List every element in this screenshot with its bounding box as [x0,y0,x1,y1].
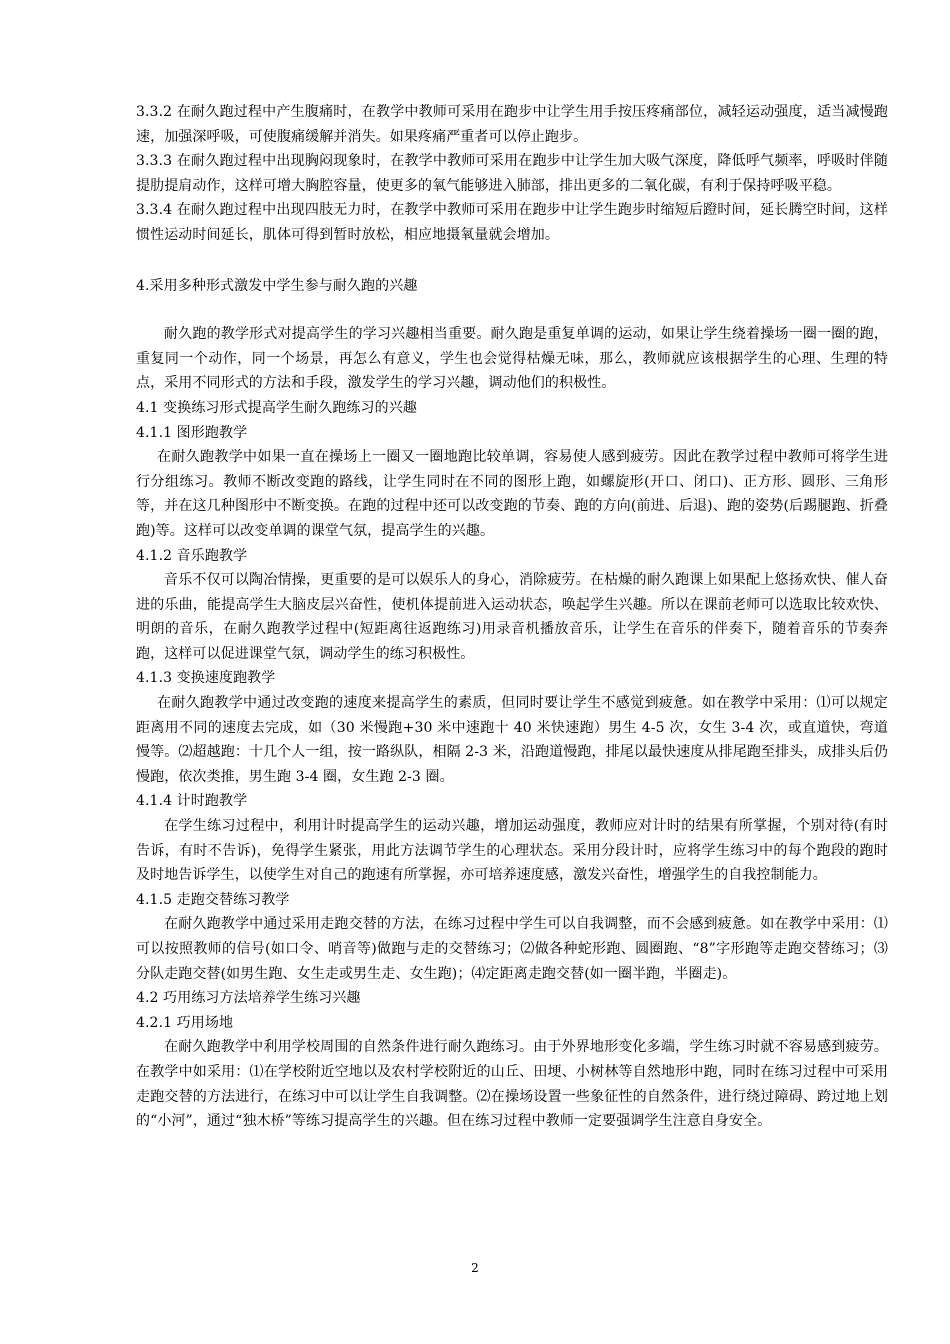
spacer [136,298,888,322]
paragraph-4-1-2: 音乐不仅可以陶冶情操，更重要的是可以娱乐人的身心，消除疲劳。在枯燥的耐久跑课上如果配上悠扬欢快、催人奋进的乐曲，能提高学生大脑皮层兴奋性，使机体提前进入运动状态，唤起学生兴趣。所以在课前老师可以选取比较欢快、明朗的音乐，在耐久跑教学过程中(短距离往返跑练习)用录音机播放音乐，让学生在音乐的伴奏下，随着音乐的节奏奔跑，这样可以促进课堂气氛，调动学生的练习积极性。 [136,572,888,662]
paragraph-3-3-2: 3.3.2 在耐久跑过程中产生腹痛时，在教学中教师可采用在跑步中让学生用手按压疼痛部位，减轻运动强度，适当减慢跑速，加强深呼吸，可使腹痛缓解并消失。如果疼痛严重者可以停止跑步。 [136,104,888,145]
document-body [136,100,888,1134]
subheading-4-2-1: 4.2.1 巧用场地 [136,1014,234,1031]
section-heading-4: 4.采用多种形式激发中学生参与耐久跑的兴趣 [136,277,418,294]
paragraph-3-3-3: 3.3.3 在耐久跑过程中出现胸闷现象时，在教学中教师可采用在跑步中让学生加大吸气深度，降低呼气频率，呼吸时伴随提肋提肩动作，这样可增大胸腔容量，使更多的氧气能够进入肺部，排出更多的二氧化碳，有利于保持呼吸平稳。 [136,153,888,194]
page-number: 2 [471,1261,479,1275]
subheading-4-1-2: 4.1.2 音乐跑教学 [136,547,248,564]
subheading-4-1-1: 4.1.1 图形跑教学 [136,424,248,441]
subheading-4-2: 4.2 巧用练习方法培养学生练习兴趣 [136,990,361,1007]
paragraph-4-2-1: 在耐久跑教学中利用学校周围的自然条件进行耐久跑练习。由于外界地形变化多端，学生练习时就不容易感到疲劳。在教学中如采用：⑴在学校附近空地以及农村学校附近的山丘、田埂、小树林等自然地形中跑，同时在练习过程中可采用走跑交替的方法进行，在练习中可以让学生自我调整。⑵在操场设置一些象征性的自然条件，进行绕过障碍、跨过地上划的“小河”，通过“独木桥”等练习提高学生的兴趣。但在练习过程中教师一定要强调学生注意自身安全。 [136,1039,888,1130]
subheading-4-1-3: 4.1.3 变换速度跑教学 [136,670,276,687]
paragraph-4-1-1: 在耐久跑教学中如果一直在操场上一圈又一圈地跑比较单调，容易使人感到疲劳。因此在教学过程中教师可将学生进行分组练习。教师不断改变跑的路线，让学生同时在不同的图形上跑，如螺旋形(开口、闭口)、正方形、圆形、三角形等，并在这几种图形中不断变换。在跑的过程中还可以改变跑的节奏、跑的方向(前进、后退)、跑的姿势(后踢腿跑、折叠跑)等。这样可以改变单调的课堂气氛，提高学生的兴趣。 [136,449,888,539]
subheading-4-1-5: 4.1.5 走跑交替练习教学 [136,891,290,908]
spacer [136,248,888,274]
subheading-4-1-4: 4.1.4 计时跑教学 [136,793,248,810]
subheading-4-1: 4.1 变换练习形式提高学生耐久跑练习的兴趣 [136,399,417,416]
paragraph-4-1-3: 在耐久跑教学中通过改变跑的速度来提高学生的素质，但同时要让学生不感觉到疲惫。如在教学中采用：⑴可以规定距离用不同的速度去完成，如（30 米慢跑+30 米中速跑十 40 米快速跑）男生 4-5 次，女生 3-4 次，或直道快，弯道慢等。⑵超越跑：十几个人一组，按一路纵队，相隔 2-3 米，沿跑道慢跑，排尾以最快速度从排尾跑至排头，成排头后仍慢跑，依次类推，男生跑 3-4 圈，女生跑 2-3 圈。 [136,695,888,785]
paragraph-3-3-4: 3.3.4 在耐久跑过程中出现四肢无力时，在教学中教师可采用在跑步中让学生跑步时缩短后蹬时间，延长腾空时间，这样惯性运动时间延长，肌体可得到暂时放松，相应地摄氧量就会增加。 [136,202,888,243]
paragraph-4-1-5: 在耐久跑教学中通过采用走跑交替的方法，在练习过程中学生可以自我调整，而不会感到疲惫。如在教学中采用：⑴可以按照教师的信号(如口令、哨音等)做跑与走的交替练习；⑵做各种蛇形跑、圆圈跑、“8”字形跑等走跑交替练习；⑶分队走跑交替(如男生跑、女生走或男生走、女生跑)；⑷定距离走跑交替(如一圈半跑，半圈走)。 [136,916,888,982]
paragraph-4-1-4: 在学生练习过程中，利用计时提高学生的运动兴趣，增加运动强度，教师应对计时的结果有所掌握，个别对待(有时告诉，有时不告诉)，免得学生紧张，用此方法调节学生的心理状态。采用分段计时，应将学生练习中的每个跑段的跑时及时地告诉学生，以使学生对自己的跑速有所掌握，亦可培养速度感，激发兴奋性，增强学生的自我控制能力。 [136,818,888,884]
paragraph-intro: 耐久跑的教学形式对提高学生的学习兴趣相当重要。耐久跑是重复单调的运动，如果让学生绕着操场一圈一圈的跑，重复同一个动作，同一个场景，再怎么有意义，学生也会觉得枯燥无味，那么，教师就应该根据学生的心理、生理的特点，采用不同形式的方法和手段，激发学生的学习兴趣，调动他们的积极性。 [136,326,888,392]
